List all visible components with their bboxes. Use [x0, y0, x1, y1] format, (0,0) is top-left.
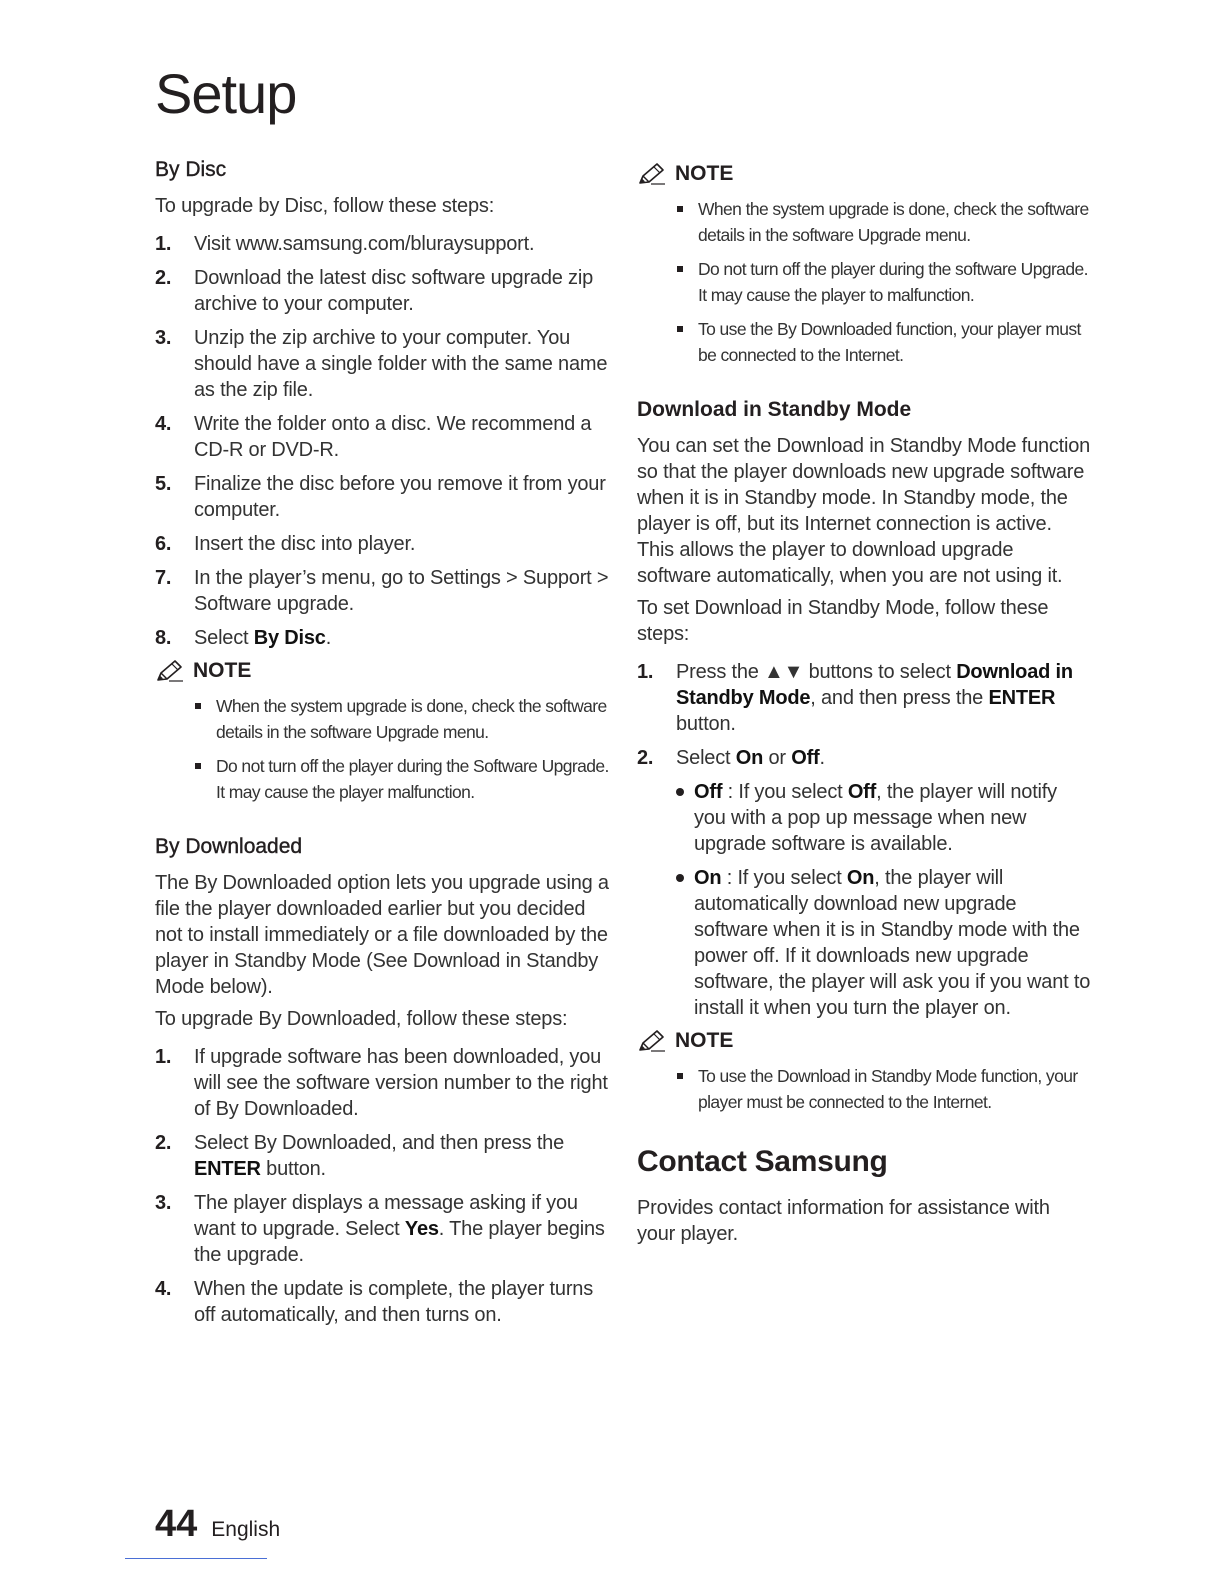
list-item: 2. Select By Downloaded, and then press the ENTER button.: [155, 1132, 565, 1180]
list-item: 4. When the update is complete, the player turns off automatically, and then turns on.: [155, 1278, 594, 1326]
by-downloaded-intro: The By Downloaded option lets you upgrade using a file the player downloaded earlier but you decided not to install immediately or a file downloaded by the player in Standby Mode (See Download in Standby Mode below).: [155, 872, 609, 998]
pencil-icon: [155, 659, 185, 683]
footer-rule: [125, 1558, 267, 1559]
left-column: [155, 158, 610, 1336]
by-disc-intro: To upgrade by Disc, follow these steps:: [155, 195, 495, 217]
list-item: 3. The player displays a message asking if you want to upgrade. Select Yes. The player begins the upgrade.: [155, 1192, 605, 1266]
by-disc-heading: By Disc: [155, 158, 227, 181]
right-column: [637, 158, 1092, 1253]
by-downloaded-steps: [155, 1044, 610, 1328]
list-item: 1. If upgrade software has been downloaded, you will see the software version number to the right of By Downloaded.: [155, 1046, 608, 1120]
standby-options: [676, 779, 1092, 1021]
by-disc-note: [155, 659, 610, 805]
note-label: NOTE: [193, 659, 252, 682]
note-item: Do not turn off the player during the software Upgrade. It may cause the player to malfunction.: [677, 256, 1092, 308]
by-disc-steps: [155, 231, 610, 651]
contact-text: Provides contact information for assistance with your player.: [637, 1197, 1050, 1245]
list-item: 7. In the player’s menu, go to Settings > Support > Software upgrade.: [155, 567, 609, 615]
list-item: 2. Select On or Off.: [637, 747, 825, 769]
pencil-icon: [637, 1029, 667, 1053]
list-item: 6. Insert the disc into player.: [155, 533, 416, 555]
standby-steps: [637, 659, 1092, 771]
standby-heading: Download in Standby Mode: [637, 398, 912, 421]
standby-intro2: To set Download in Standby Mode, follow these steps:: [637, 597, 1049, 645]
list-item: 3. Unzip the zip archive to your computer. You should have a single folder with the same name as the zip file.: [155, 327, 608, 401]
page-footer: [155, 1503, 280, 1546]
list-item: 2. Download the latest disc software upgrade zip archive to your computer.: [155, 267, 594, 315]
note-item: When the system upgrade is done, check the software details in the software Upgrade menu.: [677, 196, 1092, 248]
note-label: NOTE: [675, 162, 734, 185]
note-item: Do not turn off the player during the Software Upgrade. It may cause the player malfunction.: [195, 753, 610, 805]
pencil-icon: [637, 162, 667, 186]
note-label: NOTE: [675, 1029, 734, 1052]
list-item: 5. Finalize the disc before you remove it from your computer.: [155, 473, 606, 521]
list-item: 1. Visit www.samsung.com/bluraysupport.: [155, 233, 535, 255]
standby-intro: You can set the Download in Standby Mode function so that the player downloads new upgrade software when it is in Standby mode. In Standby mode, the player is off, but its Internet connection is active. This allows the player to download upgrade software automatically, when you are not using it.: [637, 435, 1091, 587]
list-item: 8. Select By Disc.: [155, 627, 332, 649]
standby-note: [637, 1029, 1092, 1115]
list-item: 4. Write the folder onto a disc. We recommend a CD-R or DVD-R.: [155, 413, 592, 461]
page-language: English: [211, 1518, 281, 1541]
contact-heading: Contact Samsung: [637, 1145, 888, 1178]
by-downloaded-heading: By Downloaded: [155, 835, 303, 858]
note-item: To use the Download in Standby Mode function, your player must be connected to the Internet.: [677, 1063, 1092, 1115]
note-item: To use the By Downloaded function, your player must be connected to the Internet.: [677, 316, 1092, 368]
by-downloaded-note: [637, 162, 1092, 368]
page-number: 44: [155, 1503, 198, 1545]
list-item: On : If you select On, the player will automatically download new upgrade software when it is in Standby mode with the power off. If it downloads new upgrade software, the player will ask you if you want to install it when you turn the player on.: [676, 865, 1092, 1021]
list-item: 1. Press the ▲▼ buttons to select Download in Standby Mode, and then press the ENTER button.: [637, 661, 1073, 735]
list-item: Off : If you select Off, the player will notify you with a pop up message when new upgrade software is available.: [676, 779, 1092, 857]
by-downloaded-intro2: To upgrade By Downloaded, follow these steps:: [155, 1008, 568, 1030]
note-item: When the system upgrade is done, check the software details in the software Upgrade menu.: [195, 693, 610, 745]
page-title: Setup: [155, 62, 297, 125]
